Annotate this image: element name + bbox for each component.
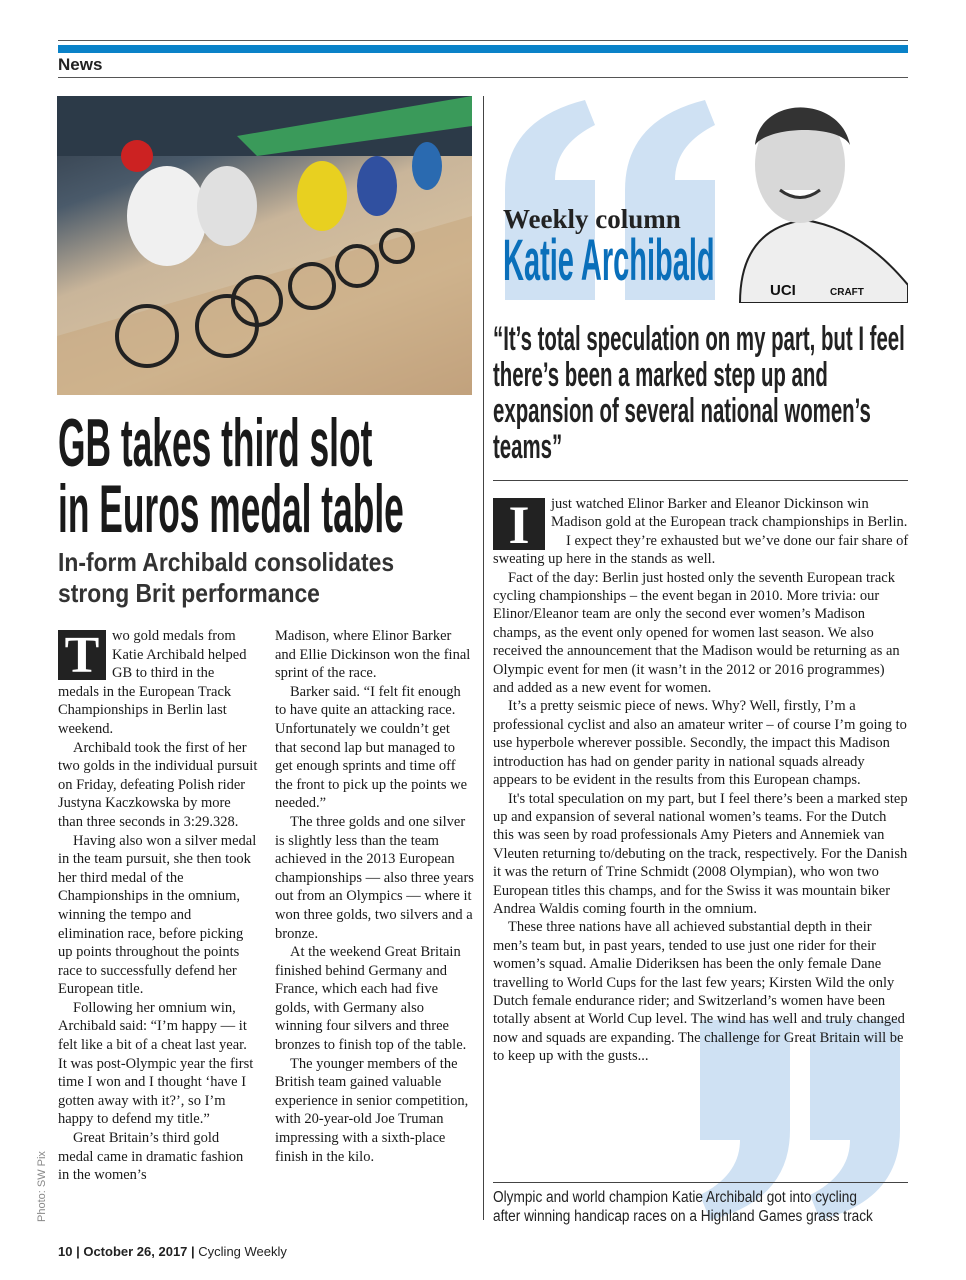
- paragraph: These three nations have all achieved substantial depth in their men’s team but, in past years, tended to use just one rider for their women’s squad. Amalie Dideriksen has been the only female Dane travelling to World Cups for the last few years; Kirsten Wild the only Dutch female endurance rider; and Switzerland’s women have been totally absent at World Cup level. The wind has well and truly changed now and squads are expanding. The challenge for Great Britain will be to keep up with the gusts...: [493, 919, 905, 1065]
- page-number: 10: [58, 1244, 73, 1259]
- jersey-uci-text: UCI: [770, 282, 796, 299]
- page-footer: 10 | October 26, 2017 | Cycling Weekly: [58, 1244, 287, 1259]
- paragraph: wo gold medals from Katie Archibald helped GB to third in the medals in the European Track Championships in Berlin last weekend.: [58, 628, 247, 737]
- subheadline: [58, 547, 394, 609]
- paragraph: Following her omnium win, Archibald said: “I’m happy — it felt like a bit of a cheat last year. It was post-Olympic year the first time I won and I thought ‘have I gotten away with it?’, so I’m happy to defend my title.”: [58, 999, 254, 1128]
- author-caption: [493, 1188, 873, 1226]
- headline: [58, 405, 473, 547]
- caption-rule: [493, 1182, 908, 1183]
- section-rule: [58, 77, 908, 78]
- article-column-2: [275, 627, 475, 1166]
- jersey-craft-text: CRAFT: [830, 287, 864, 298]
- headline-line: in Euros medal table: [58, 471, 404, 547]
- top-rule: [58, 40, 908, 41]
- paragraph: just watched Elinor Barker and Eleanor Dickinson win Madison gold at the European track championships in Berlin.: [551, 496, 908, 531]
- paragraph: Great Britain’s third gold medal came in dramatic fashion in the women’s: [58, 1130, 244, 1184]
- paragraph: I expect they’re exhausted but we’ve done our fair share of sweating up here in the stands as well.: [493, 532, 909, 568]
- paragraph: It’s a pretty seismic piece of news. Why? Well, firstly, I’m a professional cyclist and also an amateur writer – of course I’m going to use hyperbole wherever possible. Secondly, the impact this Madison introduction has had on gender parity in national squads already appears to be evident in the results from this European champs.: [493, 698, 907, 789]
- issue-date: October 26, 2017: [83, 1244, 188, 1259]
- photo-credit: Photo: SW Pix: [36, 1151, 48, 1222]
- paragraph: At the weekend Great Britain finished behind Germany and France, which each had five golds, with Germany also winning four silvers and three bronzes to finish top of the table.: [275, 944, 467, 1054]
- pull-quote-rule: [493, 480, 908, 481]
- drop-cap: I: [493, 498, 545, 550]
- paragraph: Madison, where Elinor Barker and Ellie Dickinson won the final sprint of the race.: [275, 628, 471, 682]
- pull-quote: [493, 321, 908, 466]
- paragraph: The three golds and one silver is slightly less than the team achieved in the 2013 European championships — also three years out from an Olympics — where it won three golds, two silvers and a bronze.: [275, 813, 474, 942]
- caption-line: Olympic and world champion Katie Archibald got into cycling: [493, 1189, 857, 1206]
- drop-cap: T: [58, 630, 106, 680]
- race-photo: [57, 96, 472, 395]
- paragraph: Archibald took the first of her two golds in the individual pursuit on Friday, defeating Polish rider Justyna Kaczkowska by more than three seconds in 3:29.328.: [58, 739, 258, 830]
- article-column-1: [58, 627, 258, 1185]
- cyclists-image: [57, 96, 472, 395]
- column-label: Weekly column: [503, 204, 681, 234]
- paragraph: Fact of the day: Berlin just hosted only the seventh European track cycling championships – the event began in 2010. More trivia: our Elinor/Eleanor team are only the second ever women’s Madison champs, as the event only opened for women last season. We also received the announcement that the Madison would be returning as an Olympic event for men (it wasn’t in the 2012 or 2016 programmes) and added as a new event for women.: [493, 569, 900, 697]
- column-body: [493, 495, 909, 1066]
- paragraph: Having also won a silver medal in the team pursuit, she then took her third medal of the Championships in the omnium, winning the tempo and elimination race, before picking up points throughout the points race to successfully defend her European title.: [58, 832, 257, 998]
- caption-line: after winning handicap races on a Highland Games grass track: [493, 1208, 873, 1225]
- publication-name: Cycling Weekly: [198, 1244, 287, 1259]
- pull-quote-text: “It’s total speculation on my part, but I feel there’s been a marked step up and expansion of several national women’s teams”: [493, 320, 905, 466]
- paragraph: The younger members of the British team gained valuable experience in senior competition, with 20-year-old Joe Truman impressing with a sixth-place finish in the kilo.: [275, 1055, 469, 1165]
- column-divider: [483, 96, 484, 1220]
- subhead-line: strong Brit performance: [58, 578, 320, 608]
- paragraph: Barker said. “I felt fit enough to have quite an attacking race. Unfortunately we couldn’t get that second lap but managed to get enough sprints and time off the front to pick up the points we needed.”: [275, 683, 468, 812]
- section-color-bar: [58, 45, 908, 53]
- subhead-line: In-form Archibald consolidates: [58, 547, 395, 577]
- paragraph: It's total speculation on my part, but I feel there’s been a marked step up and expansion of several national women’s teams. For the Dutch this was seen by road professionals Amy Pieters and Annemiek van Vleuten returning to/debuting on the track, respectively. For the Danish it was the return of Trine Schmidt (2008 Olympian), who won two European titles this champs, and for the Swiss it was mountain biker Andrea Waldis coming fourth in the omnium.: [493, 790, 908, 917]
- section-label: News: [58, 55, 103, 74]
- columnist-name-text: Katie Archibald: [503, 228, 715, 293]
- headline-line: GB takes third slot: [58, 405, 373, 481]
